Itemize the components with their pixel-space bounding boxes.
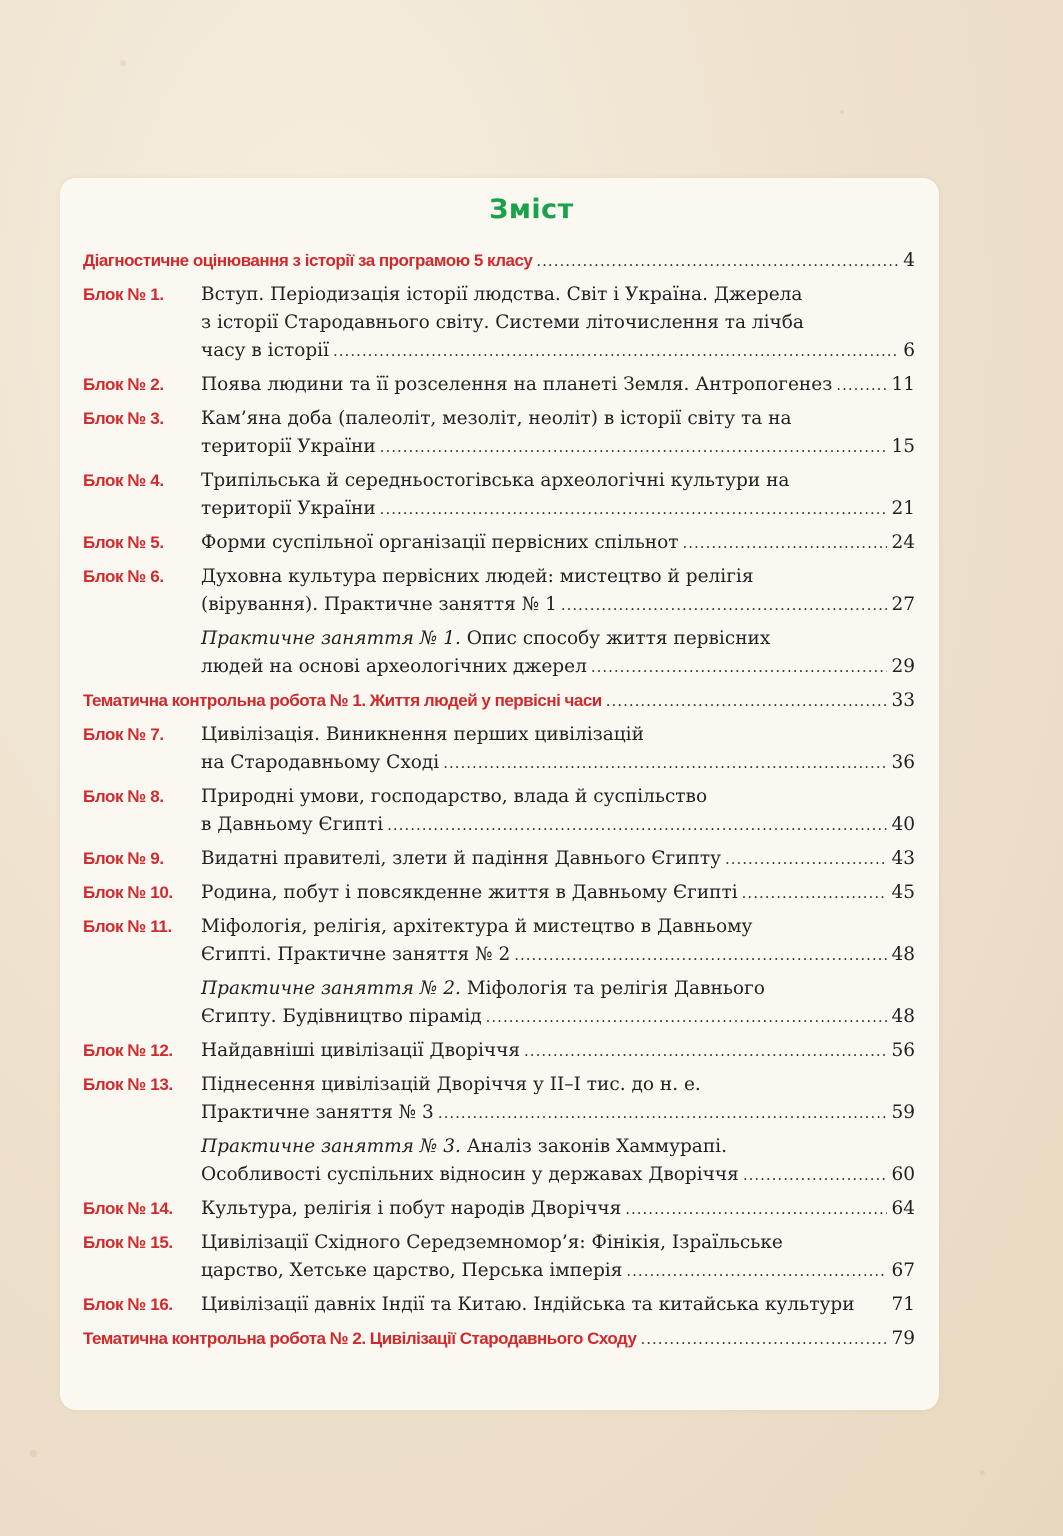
block-label: Блок № 16.	[83, 1295, 173, 1314]
page-number: 36	[891, 752, 915, 773]
toc-entry[interactable]	[83, 786, 915, 842]
block-label: Блок № 5.	[83, 533, 164, 552]
toc-line	[83, 532, 915, 560]
toc-text: Особливості суспільних відносин у державах Дворіччя	[201, 1164, 739, 1185]
toc-heading-text: Діагностичне оцінювання з історії за програмою 5 класу	[83, 251, 533, 270]
toc-entry[interactable]	[83, 1040, 915, 1068]
page-number: 11	[891, 374, 915, 395]
dot-leader	[514, 946, 887, 964]
dot-leader	[443, 754, 887, 772]
page-number: 27	[891, 594, 915, 615]
toc-text: Видатні правителі, злети й падіння Давнього Єгипту	[201, 848, 721, 869]
toc-line	[83, 1232, 915, 1260]
toc-heading-text: Тематична контрольна робота № 1. Життя людей у первісні часи	[83, 691, 602, 710]
dot-leader	[641, 1330, 888, 1348]
toc-heading-text: Тематична контрольна робота № 2. Цивілізації Стародавнього Сходу	[83, 1329, 637, 1348]
block-label: Блок № 12.	[83, 1041, 173, 1060]
dot-leader	[486, 1008, 888, 1026]
toc-entry[interactable]	[83, 628, 915, 684]
toc-text: Кам’яна доба (палеоліт, мезоліт, неоліт) в історії світу та на	[201, 408, 792, 429]
page-number: 15	[891, 436, 915, 457]
page-number: 71	[891, 1294, 915, 1315]
toc-line	[83, 1006, 915, 1034]
toc-entry[interactable]	[83, 1198, 915, 1226]
toc-text: Трипільська й середньостогівська археологічні культури на	[201, 470, 790, 491]
toc-text: Поява людини та її розселення на планеті Земля. Антропогенез	[201, 374, 833, 395]
page-number: 4	[903, 250, 915, 271]
dot-leader	[606, 692, 888, 710]
page-number: 43	[891, 848, 915, 869]
toc-entry[interactable]	[83, 374, 915, 402]
toc-line	[83, 752, 915, 780]
page-number: 24	[891, 532, 915, 553]
toc-text: в Давньому Єгипті	[201, 814, 384, 835]
toc-line	[83, 340, 915, 368]
block-label: Блок № 7.	[83, 725, 164, 744]
block-label: Блок № 2.	[83, 375, 164, 394]
toc-line	[83, 882, 915, 910]
toc-text	[201, 628, 770, 649]
dot-leader	[683, 534, 888, 552]
toc-heading-line	[83, 250, 915, 278]
page-number: 48	[891, 1006, 915, 1027]
page-number: 79	[891, 1328, 915, 1349]
toc-text	[201, 978, 765, 999]
toc-entry[interactable]	[83, 978, 915, 1034]
toc-entry[interactable]	[83, 470, 915, 526]
page-number: 60	[891, 1164, 915, 1185]
toc-entry[interactable]	[83, 1136, 915, 1192]
toc-heading-line	[83, 690, 915, 718]
toc-line	[83, 374, 915, 402]
toc-line	[83, 594, 915, 622]
dot-leader	[591, 658, 888, 676]
toc-text: Цивілізації Східного Середземномор’я: Фінікія, Ізраїльське	[201, 1232, 783, 1253]
toc-line	[83, 814, 915, 842]
table-of-contents	[83, 250, 915, 1362]
toc-text: часу в історії	[201, 340, 330, 361]
dot-leader	[333, 342, 899, 360]
dot-leader	[380, 500, 888, 518]
dot-leader	[536, 252, 899, 270]
toc-entry[interactable]	[83, 566, 915, 622]
dot-leader	[742, 884, 888, 902]
toc-text: людей на основі археологічних джерел	[201, 656, 587, 677]
toc-line	[83, 1198, 915, 1226]
page-number: 48	[891, 944, 915, 965]
toc-line	[83, 284, 915, 312]
practice-title: Практичне заняття № 3.	[201, 1136, 461, 1157]
block-label: Блок № 10.	[83, 883, 173, 902]
toc-text: Найдавніші цивілізації Дворіччя	[201, 1040, 521, 1061]
toc-text	[201, 1136, 727, 1157]
practice-desc: Міфологія та релігія Давнього	[460, 978, 765, 999]
toc-text: (вірування). Практичне заняття № 1	[201, 594, 557, 615]
dot-leader	[625, 1200, 887, 1218]
toc-entry[interactable]	[83, 916, 915, 972]
toc-entry[interactable]	[83, 690, 915, 718]
toc-line	[83, 470, 915, 498]
toc-line	[83, 1294, 915, 1322]
toc-text: Практичне заняття № 3	[201, 1102, 434, 1123]
toc-heading-line	[83, 1328, 915, 1356]
toc-line	[83, 436, 915, 464]
toc-line	[83, 944, 915, 972]
practice-desc: Опис способу життя первісних	[460, 628, 771, 649]
toc-entry[interactable]	[83, 882, 915, 910]
block-label: Блок № 6.	[83, 567, 164, 586]
toc-entry[interactable]	[83, 1232, 915, 1288]
toc-line	[83, 848, 915, 876]
practice-title: Практичне заняття № 1.	[201, 628, 461, 649]
toc-line	[83, 498, 915, 526]
toc-text: Єгипту. Будівництво пірамід	[201, 1006, 482, 1027]
page-number: 29	[891, 656, 915, 677]
block-label: Блок № 3.	[83, 409, 164, 428]
toc-text: Цивілізація. Виникнення перших цивілізацій	[201, 724, 644, 745]
toc-line	[83, 1040, 915, 1068]
block-label: Блок № 11.	[83, 917, 172, 936]
block-label: Блок № 14.	[83, 1199, 173, 1218]
toc-text: території України	[201, 498, 376, 519]
toc-text: Родина, побут і повсякденне життя в Давньому Єгипті	[201, 882, 738, 903]
toc-line	[83, 1074, 915, 1102]
toc-entry[interactable]	[83, 408, 915, 464]
toc-text: з історії Стародавнього світу. Системи літочислення та лічба	[201, 312, 804, 333]
toc-line	[83, 724, 915, 752]
dot-leader	[380, 438, 888, 456]
toc-line	[83, 978, 915, 1006]
page-number: 64	[891, 1198, 915, 1219]
toc-text: Культура, релігія і побут народів Дворіччя	[201, 1198, 622, 1219]
page-number: 59	[891, 1102, 915, 1123]
toc-entry[interactable]	[83, 1328, 915, 1356]
toc-text: території України	[201, 436, 376, 457]
page-number: 33	[891, 690, 915, 711]
page-number: 21	[891, 498, 915, 519]
toc-line	[83, 566, 915, 594]
toc-entry[interactable]	[83, 1294, 915, 1322]
page-number: 45	[891, 882, 915, 903]
toc-text: Піднесення цивілізацій Дворіччя у ІІ–І тис. до н. е.	[201, 1074, 701, 1095]
dot-leader	[725, 850, 887, 868]
page-number: 6	[903, 340, 915, 361]
toc-text: на Стародавньому Сході	[201, 752, 440, 773]
dot-leader	[836, 376, 887, 394]
toc-entry[interactable]	[83, 848, 915, 876]
toc-entry[interactable]	[83, 284, 915, 368]
dot-leader	[524, 1042, 887, 1060]
toc-entry[interactable]	[83, 250, 915, 278]
practice-title: Практичне заняття № 2.	[201, 978, 461, 999]
toc-line	[83, 916, 915, 944]
block-label: Блок № 13.	[83, 1075, 173, 1094]
toc-entry[interactable]	[83, 1074, 915, 1130]
toc-text: Єгипті. Практичне заняття № 2	[201, 944, 511, 965]
toc-text: Міфологія, релігія, архітектура й мистецтво в Давньому	[201, 916, 753, 937]
toc-line	[83, 408, 915, 436]
block-label: Блок № 1.	[83, 285, 164, 304]
dot-leader	[561, 596, 888, 614]
dot-leader	[387, 816, 887, 834]
toc-text: Цивілізації давніх Індії та Китаю. Індійська та китайська культури	[201, 1294, 855, 1315]
toc-line	[83, 1102, 915, 1130]
toc-line	[83, 628, 915, 656]
toc-line	[83, 656, 915, 684]
block-label: Блок № 4.	[83, 471, 164, 490]
block-label: Блок № 15.	[83, 1233, 173, 1252]
toc-line	[83, 312, 915, 340]
toc-text: Форми суспільної організації первісних спільнот	[201, 532, 679, 553]
toc-entry[interactable]	[83, 532, 915, 560]
practice-desc: Аналіз законів Хаммурапі.	[460, 1136, 727, 1157]
dot-leader	[438, 1104, 888, 1122]
toc-entry[interactable]	[83, 724, 915, 780]
page-number: 56	[891, 1040, 915, 1061]
page-number: 67	[891, 1260, 915, 1281]
toc-text: Природні умови, господарство, влада й суспільство	[201, 786, 708, 807]
dot-leader	[626, 1262, 887, 1280]
block-label: Блок № 9.	[83, 849, 164, 868]
page-number: 40	[891, 814, 915, 835]
toc-text: Духовна культура первісних людей: мистецтво й релігія	[201, 566, 754, 587]
toc-text: Вступ. Періодизація історії людства. Світ і Україна. Джерела	[201, 284, 803, 305]
block-label: Блок № 8.	[83, 787, 164, 806]
dot-leader	[743, 1166, 888, 1184]
page-title: Зміст	[489, 194, 574, 225]
toc-line	[83, 1260, 915, 1288]
toc-line	[83, 786, 915, 814]
toc-text: царство, Хетське царство, Перська імперія	[201, 1260, 623, 1281]
toc-line	[83, 1136, 915, 1164]
toc-line	[83, 1164, 915, 1192]
